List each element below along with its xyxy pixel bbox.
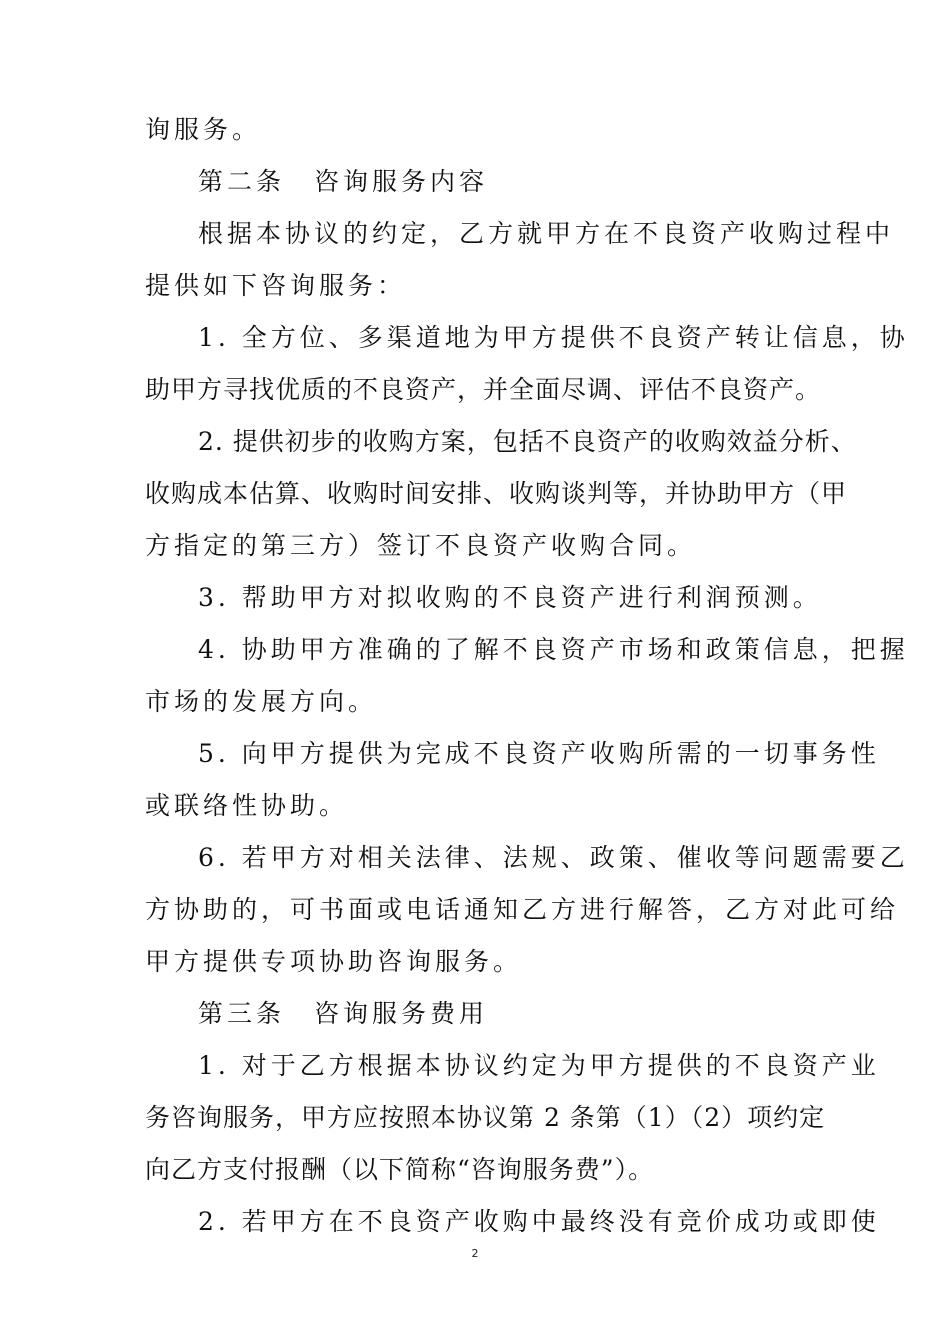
list-item-6-line: 甲方提供专项协助咨询服务。 [145,947,523,976]
list-item-2-line: 2. 提供初步的收购方案，包括不良资产的收购效益分析、 [198,427,857,456]
list-item-2-line: 收购成本估算、收购时间安排、收购谈判等，并协助甲方（甲 [145,479,848,508]
fee-item-1-line: 务咨询服务，甲方应按照本协议第 2 条第（1）（2）项约定 [145,1103,826,1132]
paragraph-line: 根据本协议的约定，乙方就甲方在不良资产收购过程中 [198,219,895,248]
paragraph-line: 提供如下咨询服务： [145,271,407,300]
fee-item-2-line: 2. 若甲方在不良资产收购中最终没有竞价成功或即使 [198,1207,880,1236]
list-item-6-line: 6. 若甲方对相关法律、法规、政策、催收等问题需要乙 [198,843,909,872]
list-item-5-line: 或联络性协助。 [145,791,349,820]
page-number: 2 [471,1247,479,1260]
section-heading-article-2: 第二条 咨询服务内容 [198,167,489,196]
list-item-1-line: 助甲方寻找优质的不良资产，并全面尽调、评估不良资产。 [145,375,822,404]
list-item-6-line: 方协助的，可书面或电话通知乙方进行解答，乙方对此可给 [145,895,900,924]
list-item-4-line: 市场的发展方向。 [145,687,378,716]
paragraph-line: 询服务。 [145,115,262,144]
list-item-5-line: 5. 向甲方提供为完成不良资产收购所需的一切事务性 [198,739,880,768]
fee-item-1-line: 向乙方支付报酬（以下简称“咨询服务费”）。 [145,1155,655,1184]
list-item-1-line: 1. 全方位、多渠道地为甲方提供不良资产转让信息，协 [198,323,909,352]
section-heading-article-3: 第三条 咨询服务费用 [198,999,489,1028]
list-item-2-line: 方指定的第三方）签订不良资产收购合同。 [145,531,697,560]
list-item-4-line: 4. 协助甲方准确的了解不良资产市场和政策信息，把握 [198,635,909,664]
fee-item-1-line: 1. 对于乙方根据本协议约定为甲方提供的不良资产业 [198,1051,880,1080]
list-item-3-line: 3. 帮助甲方对拟收购的不良资产进行利润预测。 [198,583,822,612]
